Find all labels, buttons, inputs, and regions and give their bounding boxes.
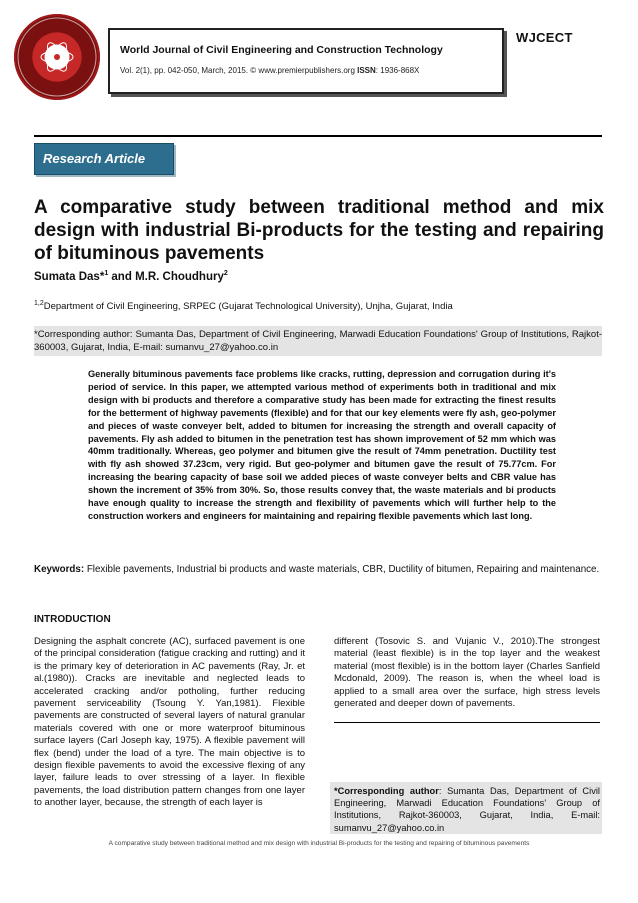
intro-left-column: Designing the asphalt concrete (AC), surfaced pavement is one of the principal consideration (fatigue cracking and rutting) and it is the primary key of deterioration in AC pavements (Ray, Jr. et al.(1980)). Cracks are inevitable and neglected leads to accelerated cracking and/or potholing, further reducing pavement serviceability (Tsoung Y. Yan,1981). Flexible pavements are constructed of several layers of natural granular materials covered with one or more waterproof bituminous surface layers (Carl Joseph kay, 1975). A flexible pavement will flex (bend) under the load of a tyre. The main objective is to design flexible pavements to avoid the excessive flexing of any layer, failure leads to over stressing of a layer. In flexible pavements, the load distribution pattern changes from one layer to another layer, because, the strength of each layer is [34, 636, 305, 809]
article-type-badge [34, 143, 174, 175]
journal-name: World Journal of Civil Engineering and Construction Technology [120, 44, 443, 56]
affiliation-sup: 1,2 [34, 300, 44, 307]
affiliation-text: Department of Civil Engineering, SRPEC (Gujarat Technological University), Unjha, Gujarat, India [43, 301, 453, 313]
publisher-logo [14, 14, 100, 100]
paper-title: A comparative study between traditional method and mix design with industrial Bi-products for the testing and repairing of bituminous pavements [34, 197, 604, 264]
author-joiner: and [108, 270, 136, 283]
author-1-sup: 1 [104, 270, 109, 277]
volume-text: Vol. 2(1), pp. 042-050, March, 2015. © www.premierpublishers.org [120, 66, 358, 75]
corresponding-author-box [34, 326, 602, 356]
column-divider-rule [334, 722, 600, 723]
journal-code: WJCECT [516, 30, 573, 45]
footnote-label: *Corresponding author [334, 786, 439, 796]
section-heading-introduction: INTRODUCTION [34, 614, 111, 625]
journal-volume-info [120, 66, 419, 75]
running-footer: A comparative study between traditional method and mix design with industrial Bi-products for the testing and repairing of bituminous pavements [108, 840, 530, 847]
intro-right-column: different (Tosovic S. and Vujanic V., 2010).The strongest material (least flexible) is in the top layer and the weakest material (most flexible) is in the bottom layer (Charles Sanfield Mcdonald, 2009). The reason is, when the wheel load is applied to a small area over the surface, high stress levels generated and deeper down of pavements. [334, 636, 600, 710]
header-rule [34, 135, 602, 137]
footnote-body: : Sumanta Das, Department of Civil Engineering, Marwadi Education Foundations' Group of Institutions, Rajkot-360003, Gujarat, India, E-mail: sumanvu_27@yahoo.co.in [334, 786, 600, 833]
keywords [34, 563, 602, 576]
author-1: Sumata Das* [34, 270, 105, 283]
issn-value: : 1936-868X [375, 66, 420, 75]
keywords-text: Flexible pavements, Industrial bi products and waste materials, CBR, Ductility of bitumen, Repairing and maintenance. [84, 564, 600, 575]
article-type-label: Research Article [43, 151, 146, 166]
affiliation [34, 300, 453, 312]
issn-label: ISSN [357, 66, 376, 75]
corresponding-author-text: *Corresponding author: Sumanta Das, Department of Civil Engineering, Marwadi Education Foundations' Group of Institutions, Rajkot-360003, Gujarat, India, E-mail: sumanvu_27@yahoo.co.in [34, 329, 602, 353]
journal-header-box [108, 28, 504, 94]
footnote-text [334, 785, 600, 834]
author-2-sup: 2 [223, 270, 228, 277]
keywords-label: Keywords: [34, 564, 85, 575]
author-2: M.R. Choudhury [135, 270, 224, 283]
footnote-box [330, 782, 602, 834]
abstract: Generally bituminous pavements face problems like cracks, rutting, depression and corrugation during it's period of service. In this paper, we attempted various method of experiments both in traditional and mix design with bi products and therefore a comparative study has been made for extracting the finest results for the betterment of highway pavements (flexible) and for that our key elements were fly ash, geo-polymer and pieces of waste conveyer belt, added to bitumen for increasing the strength and overall capacity of pavements. Fly ash added to bitumen in the penetration test has shown improvement of 52 mm which was 40mm traditionally. Whereas, geo polymer and bitumen give the result of 74mm penetration. Ductility test with fly ash showed 37.23cm, very rigid. But geo-polymer and bitumen gave the result of 75.77cm. For increasing the bearing capacity of base soil we added pieces of waste conveyer belts and CBR value has shown the increment of 35% from 30%. So, those results convey that, the waste materials and bi products have enough quality to increase the strength and flexibility of pavements which will further help to the construction workers and engineers for maintaining and repairing flexible pavements which last long. [88, 369, 556, 521]
author-line [34, 270, 228, 283]
